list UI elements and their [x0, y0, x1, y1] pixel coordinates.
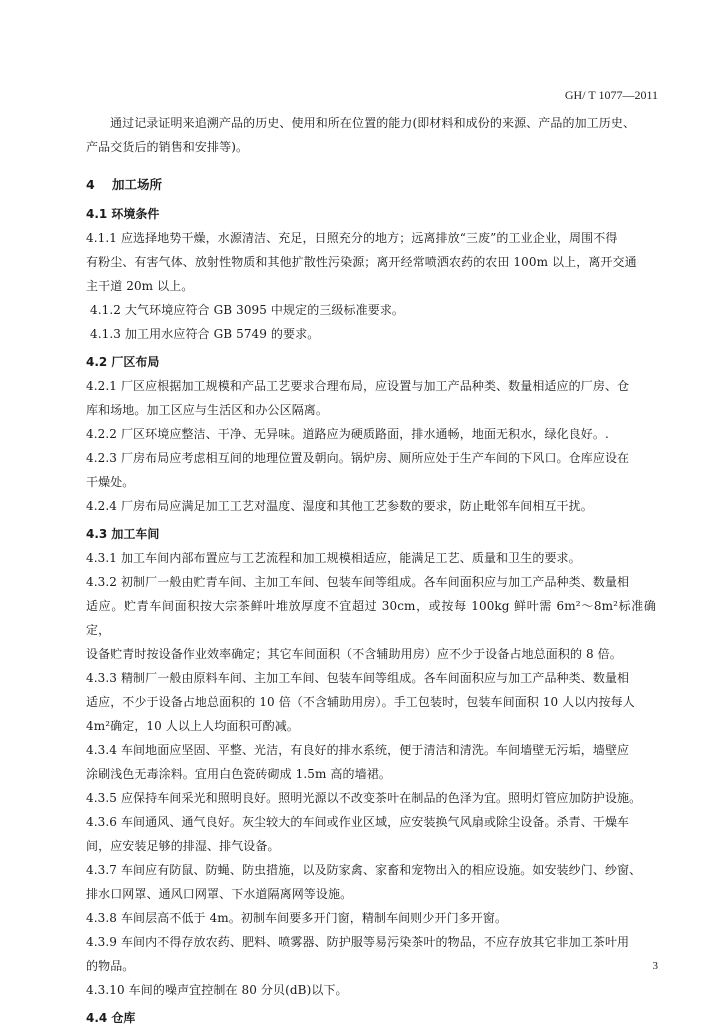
para-4-3-10: 4.3.10 车间的噪声宜控制在 80 分贝(dB)以下。: [86, 983, 348, 997]
para-4-3-6-line-1: 4.3.6 车间通风、通气良好。灰尘较大的车间或作业区域，应安装换气风扇或除尘设备。杀青、干燥车: [86, 815, 630, 829]
para-4-2-1-line-1: 4.2.1 厂区应根据加工规模和产品工艺要求合理布局，应设置与加工产品种类、数量相适应的厂房、仓: [86, 379, 630, 393]
para-4-3-2-line-3: 设备贮青时按设备作业效率确定；其它车间面积（不含辅助用房）应不少于设备占地总面积的 8 倍。: [86, 647, 622, 661]
section-4-heading: [86, 173, 656, 197]
para-4-3-7-line-1: 4.3.7 车间应有防鼠、防蝇、防虫措施，以及防家禽、家畜和宠物出入的相应设施。如安装纱门、纱窗、: [86, 863, 642, 877]
para-4-3-9-line-1: 4.3.9 车间内不得存放农药、肥料、喷雾器、防护服等易污染茶叶的物品，不应存放其它非加工茶叶用: [86, 935, 630, 949]
para-4-2-3-line-1: 4.2.3 厂房布局应考虑相互间的地理位置及朝向。锅炉房、厕所应处于生产车间的下风口。仓库应设在: [86, 451, 630, 465]
para-4-3-1: 4.3.1 加工车间内部布置应与工艺流程和加工规模相适应，能满足工艺、质量和卫生的要求。: [86, 551, 581, 565]
section-4-4-heading: 4.4 仓库: [86, 1011, 136, 1025]
para-4-2-1-line-2: 库和场地。加工区应与生活区和办公区隔离。: [86, 403, 329, 417]
para-4-3-2-line-2: 适应。贮青车间面积按大宗茶鲜叶堆放厚度不宜超过 30cm，或按每 100kg 鲜叶需 6m²～8m²标准确定，: [86, 599, 656, 637]
para-4-1-1-line-3: 主干道 20m 以上。: [86, 279, 194, 293]
para-4-3-5: 4.3.5 应保持车间采光和照明良好。照明光源以不改变茶叶在制品的色泽为宜。照明灯管应加防护设施。: [86, 791, 642, 805]
document-body: [86, 111, 656, 1030]
para-4-3-9-line-2: 的物品。: [86, 959, 135, 973]
intro-line-1: 通过记录证明来追溯产品的历史、使用和所在位置的能力(即材料和成份的来源、产品的加工历史、: [110, 116, 636, 130]
para-4-3-2-line-1: 4.3.2 初制厂一般由贮青车间、主加工车间、包装车间等组成。各车间面积应与加工产品种类、数量相: [86, 575, 630, 589]
para-4-2-4: 4.2.4 厂房布局应满足加工工艺对温度、湿度和其他工艺参数的要求，防止毗邻车间相互干扰。: [86, 499, 593, 513]
section-4-number: 4: [86, 177, 95, 192]
section-4-title: 加工场所: [112, 177, 163, 192]
para-4-1-1-line-2: 有粉尘、有害气体、放射性物质和其他扩散性污染源；离开经常喷洒农药的农田 100m 以上，离开交通: [86, 255, 637, 269]
para-4-3-3-line-3: 4m²确定，10 人以上人均面积可酌减。: [86, 719, 299, 733]
para-4-2-3-line-2: 干燥处。: [86, 475, 135, 489]
para-4-3-7-line-2: 排水口网罩、通风口网罩、下水道隔离网等设施。: [86, 887, 353, 901]
para-4-1-1-line-1: 4.1.1 应选择地势干燥，水源清洁、充足，日照充分的地方；远离排放“三废”的工业企业，周围不得: [86, 231, 618, 245]
section-4-1-heading: 4.1 环境条件: [86, 207, 160, 221]
para-4-3-8: 4.3.8 车间层高不低于 4m。初制车间要多开门窗，精制车间则少开门多开窗。: [86, 911, 508, 925]
standard-code: GH/ T 1077—2011: [564, 88, 658, 102]
para-4-1-2: 4.1.2 大气环境应符合 GB 3095 中规定的三级标准要求。: [90, 303, 405, 317]
para-4-3-3-line-2: 适应，不少于设备占地总面积的 10 倍（不含辅助用房）。手工包装时，包装车间面积 10 人以内按每人: [86, 695, 635, 709]
section-4-3-heading: 4.3 加工车间: [86, 527, 160, 541]
para-4-3-4-line-2: 涂刷浅色无毒涂料。宜用白色瓷砖砌成 1.5m 高的墙裙。: [86, 767, 391, 781]
para-4-2-2: 4.2.2 厂区环境应整洁、干净、无异味。道路应为硬质路面，排水通畅，地面无积水，绿化良好。.: [86, 427, 609, 441]
para-4-3-3-line-1: 4.3.3 精制厂一般由原料车间、主加工车间、包装车间等组成。各车间面积应与加工产品种类、数量相: [86, 671, 630, 685]
section-4-2-heading: 4.2 厂区布局: [86, 355, 160, 369]
para-4-1-3: 4.1.3 加工用水应符合 GB 5749 的要求。: [90, 327, 320, 341]
intro-line-2: 产品交货后的销售和安排等)。: [86, 140, 249, 154]
para-4-3-6-line-2: 间，应安装足够的排湿、排气设备。: [86, 839, 280, 853]
page-number: 3: [652, 960, 658, 972]
para-4-3-4-line-1: 4.3.4 车间地面应坚固、平整、光洁，有良好的排水系统，便于清洁和清洗。车间墙壁无污垢，墙壁应: [86, 743, 630, 757]
